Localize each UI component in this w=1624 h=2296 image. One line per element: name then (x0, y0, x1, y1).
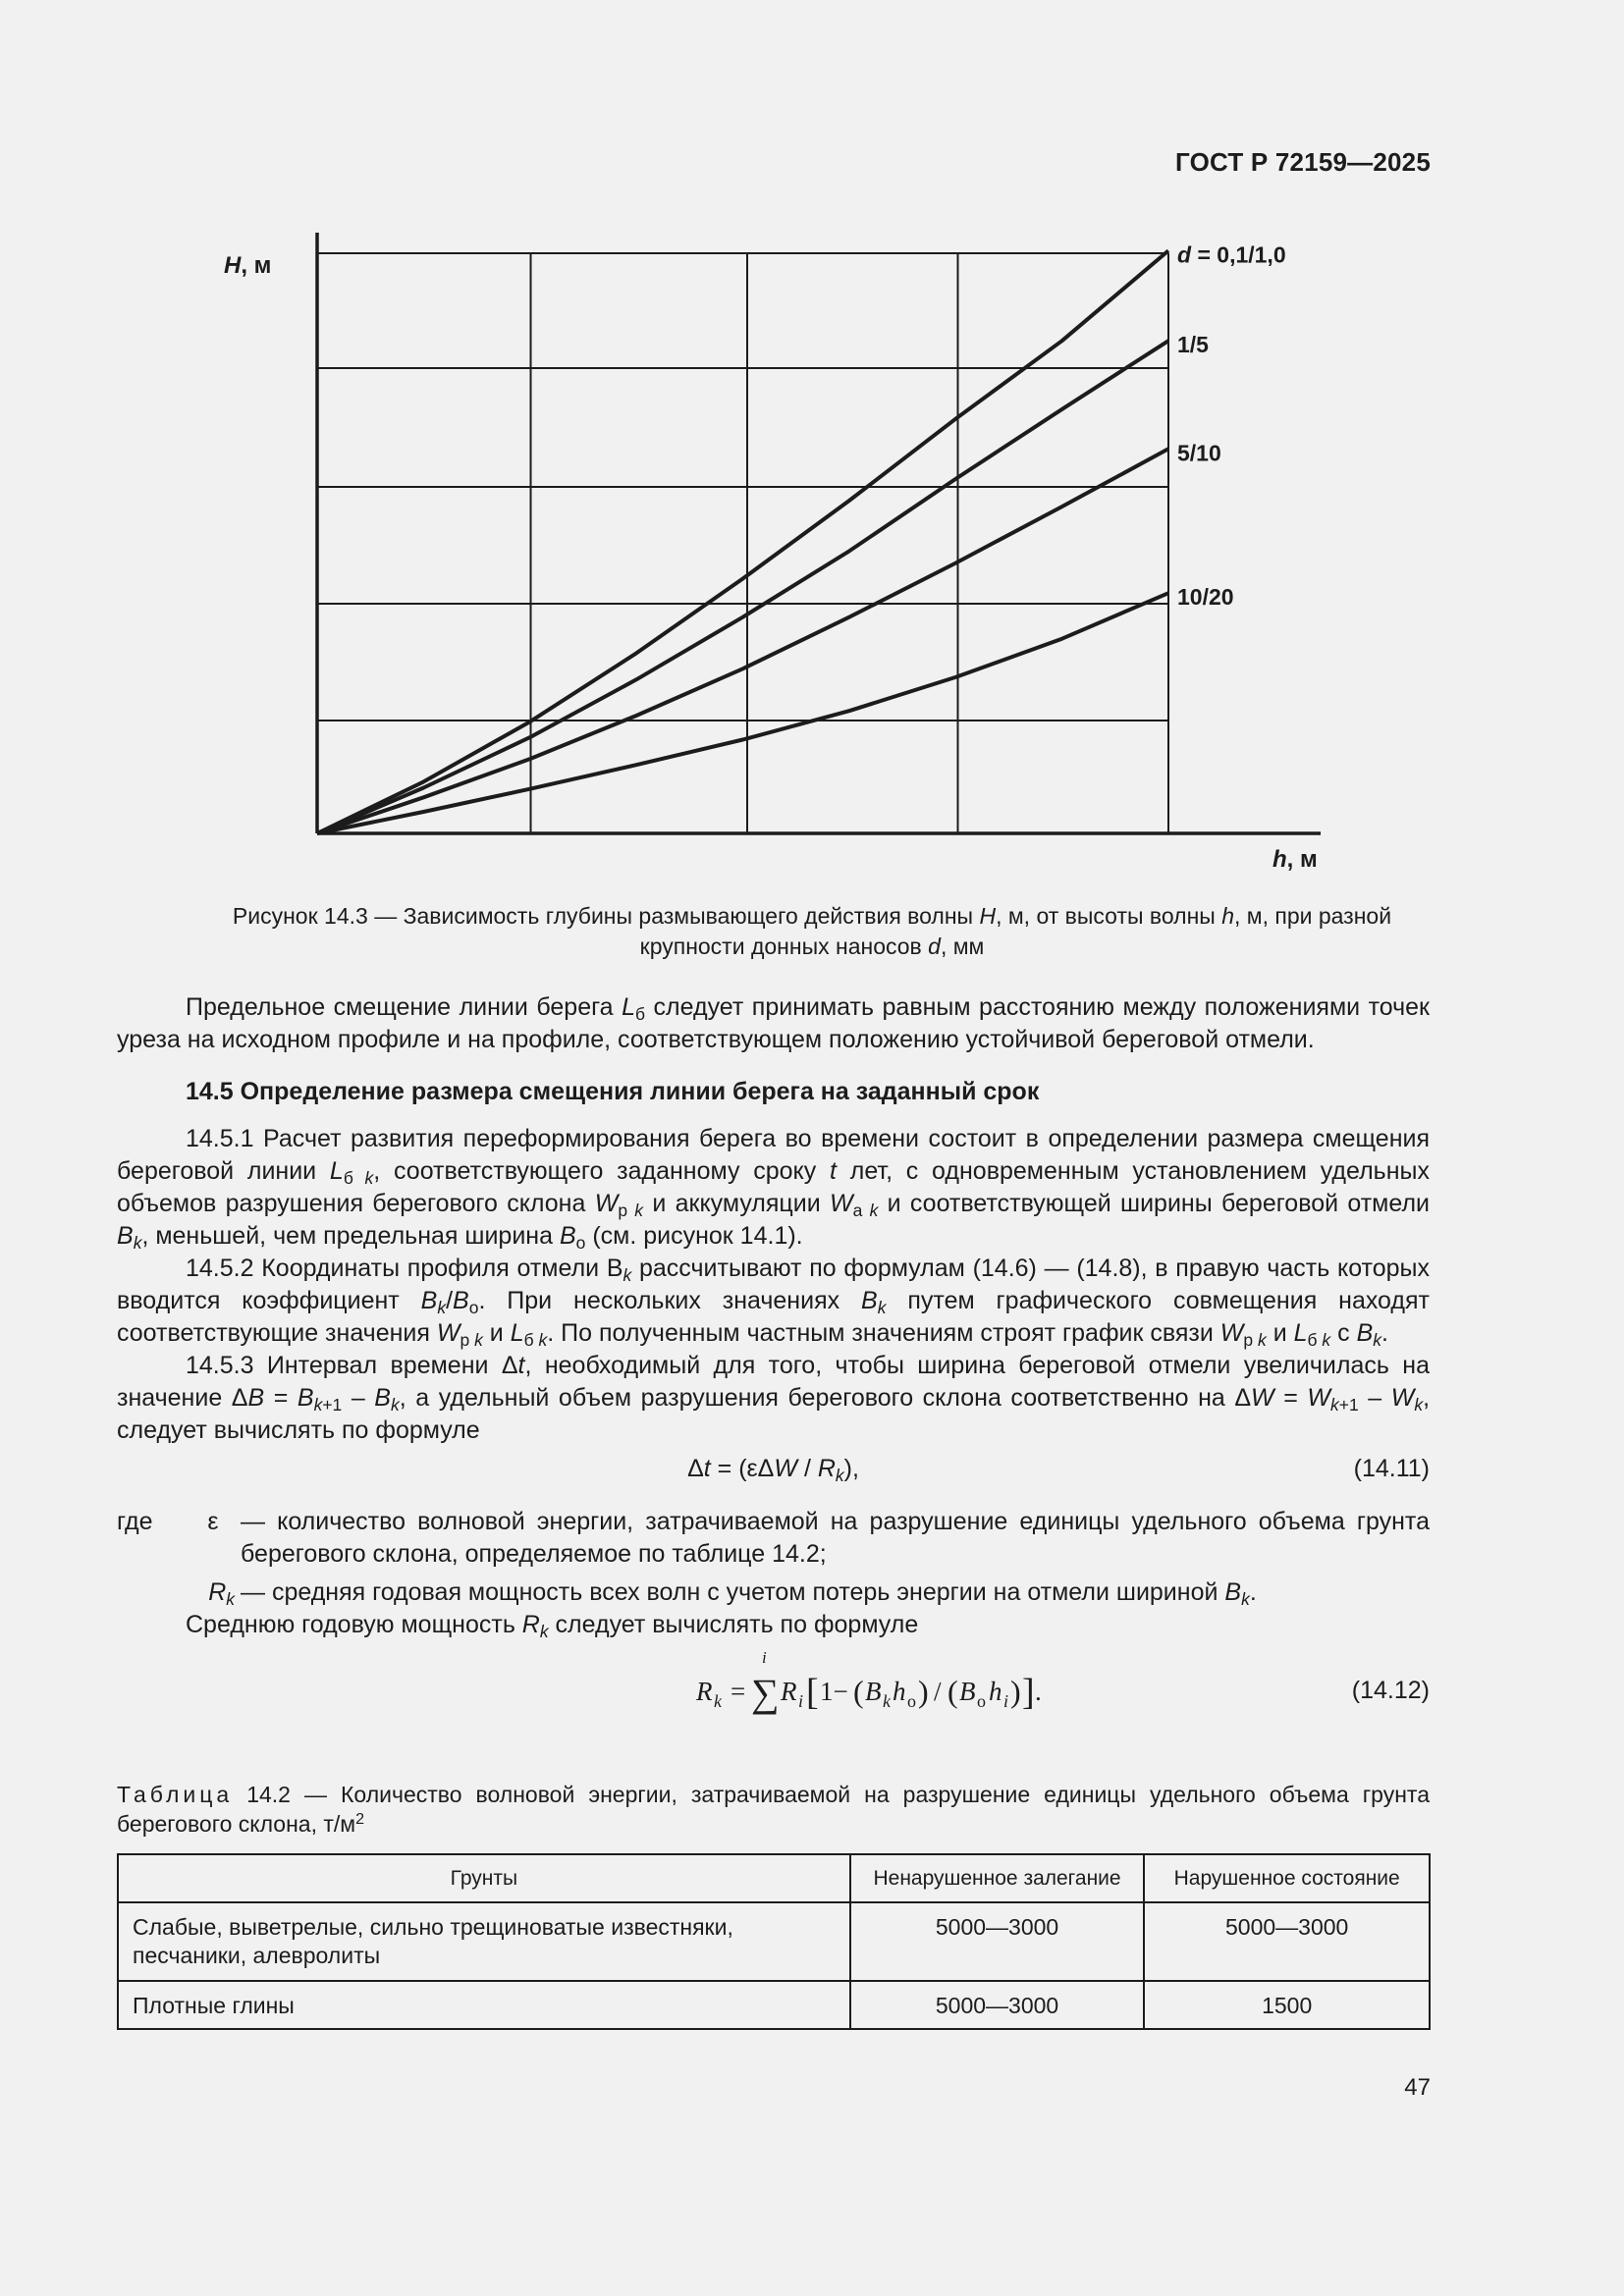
svg-text:i: i (762, 1648, 767, 1667)
y-axis-label-var: H (224, 252, 242, 279)
formula-14-11-number: (14.11) (1353, 1455, 1430, 1482)
table-row (118, 1981, 1430, 2029)
rk-description: — средняя годовая мощность всех волн с учетом потерь энергии на отмели шириной $B_k$. (241, 1578, 1257, 1609)
table-cell-soil: Плотные глины (118, 1981, 850, 2029)
svg-text:h: h (989, 1677, 1002, 1706)
rk-term: $R_k$ (208, 1578, 235, 1609)
formula-14-12-number: (14.12) (1351, 1677, 1430, 1704)
svg-text:B: B (865, 1677, 882, 1706)
series-label (1177, 241, 1286, 267)
svg-text:/: / (934, 1677, 942, 1706)
table-caption: Таблица 14.2 — Количество волновой энергии, затрачиваемой на разрушение единицы удельного объема грунта берегового склона, $т/м^2$ (117, 1782, 1430, 1837)
y-axis-label-unit: , м (241, 252, 272, 279)
paragraph-14-5-3: 14.5.3 Интервал времени Δt, необходимый для того, чтобы ширина береговой отмели увеличилась на значение $\Delta B = B_{k+1} - B_k$, а удельный объем разрушения берегового склона соответственно на $\Delta W = W_{k+1} - W_k$, следует вычислять по формуле (117, 1352, 1431, 1444)
document-header: ГОСТ Р 72159—2025 (1175, 147, 1431, 177)
series-label-var: d (1177, 241, 1192, 268)
series-line-d-0.1-1.0 (317, 250, 1168, 833)
chart-axes (317, 233, 1321, 833)
formula-14-12-expression (696, 1645, 1109, 1726)
svg-text:k: k (883, 1691, 891, 1711)
table-cell-disturbed: 5000—3000 (1144, 1902, 1430, 1981)
series-label: 10/20 (1177, 584, 1234, 611)
table-caption-label: Таблица (117, 1782, 234, 1807)
svg-text:B: B (959, 1677, 976, 1706)
chart-grid (317, 253, 1168, 833)
svg-text:о: о (907, 1691, 916, 1711)
energy-table (117, 1853, 1431, 2030)
svg-text:i: i (1003, 1691, 1009, 1711)
svg-text:.: . (1035, 1677, 1042, 1706)
definition-rk (117, 1576, 1430, 1609)
y-axis-label (224, 252, 271, 279)
svg-text:1−: 1− (820, 1677, 848, 1706)
chart-series (317, 250, 1168, 833)
formula-14-12 (117, 1645, 1430, 1726)
svg-text:h: h (893, 1677, 906, 1706)
svg-text:i: i (798, 1691, 804, 1711)
table-cell-undisturbed: 5000—3000 (850, 1981, 1145, 2029)
series-label: 5/10 (1177, 440, 1221, 466)
table-header-row (118, 1854, 1430, 1902)
formula-14-11-expression: $\Delta t = (\varepsilon\Delta W / R_k)$, (687, 1455, 859, 1485)
table-header-soils: Грунты (118, 1854, 850, 1902)
figure-caption-line2: крупности донных наносов d, мм (639, 934, 985, 959)
x-axis-label-var: h (1272, 846, 1287, 873)
svg-text:(: ( (853, 1674, 864, 1709)
formula-14-11 (117, 1449, 1430, 1492)
paragraph-rk-formula-intro: Среднюю годовую мощность $R_k$ следует вычислять по формуле (186, 1611, 919, 1641)
svg-text:k: k (714, 1691, 722, 1711)
epsilon-description: — количество волновой энергии, затрачиваемой на разрушение единицы удельного объема грунта берегового склона, определяемое по таблице 14.2; (241, 1508, 1430, 1568)
series-label: 1/5 (1177, 332, 1209, 358)
svg-text:(: ( (947, 1674, 958, 1709)
svg-text:]: ] (1022, 1672, 1035, 1713)
epsilon-term: ε (207, 1508, 219, 1535)
svg-text:R: R (696, 1677, 713, 1706)
definition-epsilon (117, 1506, 1430, 1571)
svg-text:∑: ∑ (751, 1671, 780, 1715)
svg-text:): ) (1010, 1674, 1021, 1709)
section-title: 14.5 Определение размера смещения линии берега на заданный срок (186, 1078, 1040, 1105)
figure-caption (118, 901, 1506, 962)
table-header-undisturbed: Ненарушенное залегание (850, 1854, 1145, 1902)
x-axis-label-unit: , м (1286, 846, 1318, 873)
depth-vs-wave-height-chart (206, 221, 1335, 888)
series-line-1-5 (317, 341, 1168, 833)
x-axis-label (1272, 846, 1318, 873)
page-number: 47 (1404, 2074, 1431, 2101)
series-line-10-20 (317, 593, 1168, 833)
table-cell-undisturbed: 5000—3000 (850, 1902, 1145, 1981)
table-cell-disturbed: 1500 (1144, 1981, 1430, 2029)
svg-text:): ) (918, 1674, 929, 1709)
table-row (118, 1902, 1430, 1981)
paragraph-14-5-1: 14.5.1 Расчет развития переформирования берега во времени состоит в определении размера смещения береговой линии $L_{б k}$, соответствующего заданному сроку t лет, с одновременным установлением удельных объемов разрушения берегового склона $W_{р k}$ и аккумуляции $W_{а k}$ и соответствующей ширины береговой отмели $B_k$, меньшей, чем предельная ширина $B_о$ (см. рисунок 14.1). (117, 1125, 1430, 1253)
svg-text:[: [ (806, 1672, 819, 1713)
table-header-disturbed: Нарушенное состояние (1144, 1854, 1430, 1902)
paragraph-shoreline-shift: Предельное смещение линии берега $L_б$ следует принимать равным расстоянию между положениями точек уреза на исходном профиле и на профиле, соответствующем положению устойчивой береговой отмели. (117, 993, 1430, 1053)
table-cell-soil: Слабые, выветрелые, сильно трещиноватые известняки, песчаники, алевролиты (118, 1902, 850, 1981)
svg-text:=: = (731, 1677, 746, 1706)
where-word: где (117, 1508, 153, 1535)
series-label-rest: = 0,1/1,0 (1191, 241, 1286, 268)
svg-text:о: о (977, 1691, 986, 1711)
paragraph-14-5-2: 14.5.2 Координаты профиля отмели $B_k$ рассчитывают по формулам (14.6) — (14.8), в правую часть которых вводится коэффициент $B_k/B_о$. При нескольких значениях $B_k$ путем графического совмещения находят соответствующие значения $W_{р k}$ и $L_{б k}$. По полученным частным значениям строят график связи $W_{р k}$ и $L_{б k}$ с $B_k$. (117, 1255, 1430, 1350)
svg-text:R: R (781, 1677, 797, 1706)
document-body (117, 991, 1430, 1726)
figure-caption-line1: Рисунок 14.3 — Зависимость глубины размывающего действия волны H, м, от высоты волны h, м, при разной (232, 903, 1392, 929)
